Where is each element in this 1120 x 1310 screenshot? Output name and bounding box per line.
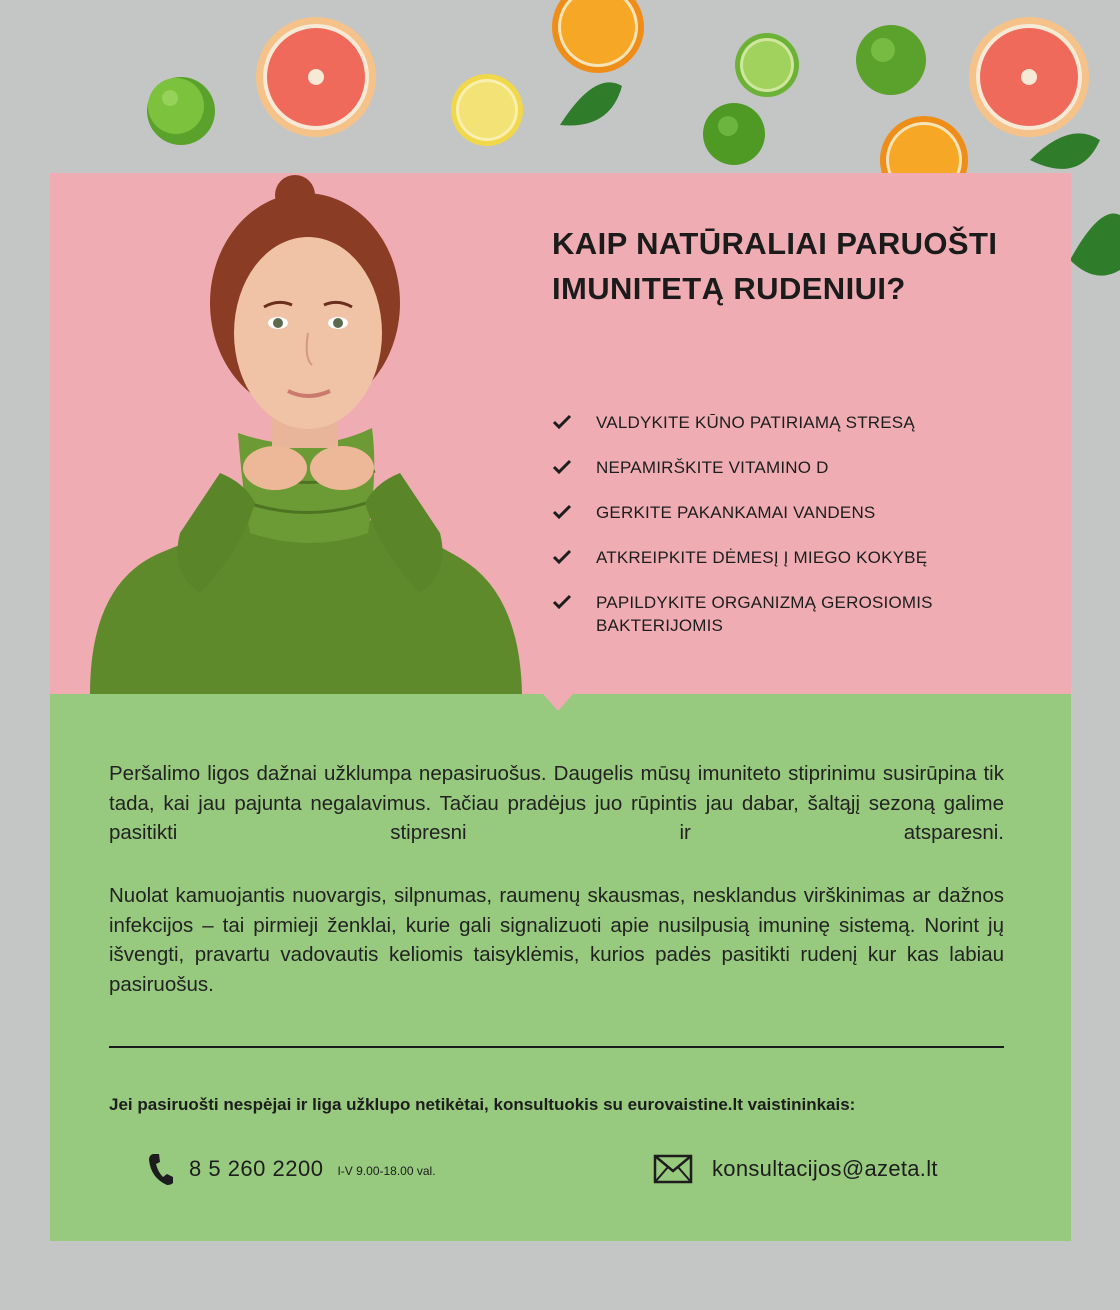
list-item-label: PAPILDYKITE ORGANIZMĄ GEROSIOMIS BAKTERIJOMIS xyxy=(596,593,933,635)
body-paragraph: Nuolat kamuojantis nuovargis, silpnumas, raumenų skausmas, nesklandus virškinimas ar dažnos infekcijos – tai pirmieji ženklai, kurie gali signalizuoti apie nusilpusią imuninę sistemą. Norint jų išvengti, pravartu vadovautis keliomis taisyklėmis, kurios padės pasitikti rudenį kur kas labiau pasiruošus. xyxy=(109,884,1004,996)
list-item-label: ATKREIPKITE DĖMESĮ Į MIEGO KOKYBĘ xyxy=(596,548,928,567)
phone-icon xyxy=(147,1152,175,1186)
check-icon xyxy=(552,458,572,476)
phone-hours: I-V 9.00-18.00 val. xyxy=(337,1164,436,1178)
grapefruit-half-right xyxy=(969,17,1089,137)
page-title: KAIP NATŪRALIAI PARUOŠTI IMUNITETĄ RUDENIUI? xyxy=(552,226,998,306)
panel-pointer xyxy=(543,694,573,711)
lime-small xyxy=(735,33,799,97)
lime-slice xyxy=(147,77,215,145)
list-item xyxy=(552,546,1032,569)
leaf xyxy=(560,82,622,125)
check-icon xyxy=(552,593,572,611)
leaf-right xyxy=(1030,133,1100,169)
orange-half xyxy=(552,0,644,73)
list-item-label: GERKITE PAKANKAMAI VANDENS xyxy=(596,503,876,522)
email-link[interactable]: konsultacijos@azeta.lt xyxy=(712,1156,938,1181)
contact-intro: Jei pasiruošti nespėjai ir liga užklupo netikėtai, konsultuokis su eurovaistine.lt vaistininkais: xyxy=(109,1095,856,1114)
check-icon xyxy=(552,413,572,431)
mail-icon xyxy=(653,1154,693,1184)
list-item xyxy=(552,501,1032,524)
email-contact[interactable] xyxy=(653,1151,938,1187)
grapefruit-half xyxy=(256,17,376,137)
lime-whole-right xyxy=(856,25,926,95)
check-icon xyxy=(552,548,572,566)
list-item xyxy=(552,456,1032,479)
list-item xyxy=(552,591,1032,637)
lime-whole xyxy=(703,103,765,165)
divider xyxy=(109,1046,1004,1048)
check-icon xyxy=(552,503,572,521)
lemon-slice xyxy=(451,74,523,146)
intro-paragraph: Peršalimo ligos dažnai užklumpa nepasiruošus. Daugelis mūsų imuniteto stiprinimu susirūpina tik tada, kai jau pajunta negalavimus. Tačiau pradėjus juo rūpintis jau dabar, šaltąjį sezoną galime pasitikti stipresni ir atsparesni. xyxy=(109,762,1004,844)
leaf-right-2 xyxy=(1070,213,1120,275)
list-item-label: VALDYKITE KŪNO PATIRIAMĄ STRESĄ xyxy=(596,413,915,432)
phone-number[interactable]: 8 5 260 2200 xyxy=(189,1156,324,1181)
phone-contact[interactable] xyxy=(147,1151,436,1187)
tips-checklist xyxy=(552,411,1032,659)
list-item xyxy=(552,411,1032,434)
article-card xyxy=(50,173,1071,1241)
list-item-label: NEPAMIRŠKITE VITAMINO D xyxy=(596,458,829,477)
hero-panel xyxy=(50,173,1071,694)
woman-portrait xyxy=(50,173,570,694)
